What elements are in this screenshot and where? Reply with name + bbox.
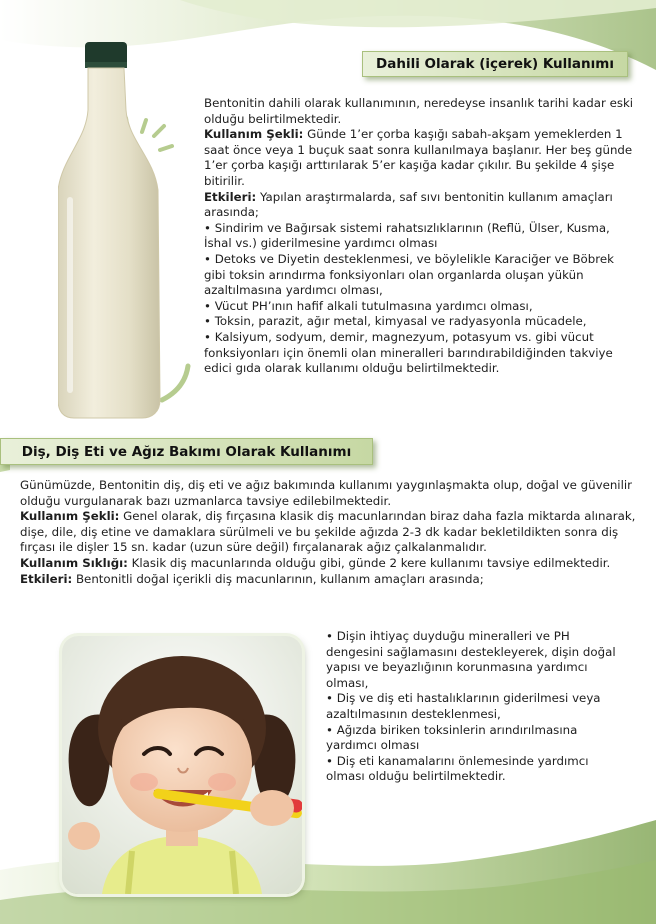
section2-usage-text: Genel olarak, diş fırçasına klasik diş macunlarından biraz daha fazla miktarda alınarak, dişe, dile, diş etine ve damaklara sürülmeli ve bu şekilde ağızda 2-3 dk kadar bekletildikten sonra diş fırçası ile dişler 15 sn. kadar (uzun süre değil) fırçalanarak ağız çalkalanmalıdır. bbox=[20, 509, 636, 555]
section2-frequency bbox=[20, 556, 638, 572]
section1-effects-text: Yapılan araştırmalarda, saf sıvı bentonitin kullanım amaçları arasında; bbox=[204, 189, 613, 220]
section2-effects-text: Bentonitli doğal içerikli diş macunlarının, kullanım amaçları arasında; bbox=[72, 571, 484, 586]
section2-bullets bbox=[326, 629, 622, 785]
list-item: • Diş eti kanamalarını önlemesinde yardımcı olması olduğu belirtilmektedir. bbox=[326, 753, 589, 784]
list-item: • Toksin, parazit, ağır metal, kimyasal ve radyasyonla mücadele, bbox=[204, 314, 587, 329]
section1-effects-label: Etkileri: bbox=[204, 189, 257, 204]
child-brushing-teeth-image bbox=[62, 636, 302, 894]
section2-effects bbox=[20, 572, 638, 588]
section2-intro: Günümüzde, Bentonitin diş, diş eti ve ağız bakımında kullanımı yaygınlaşmakta olup, doğal ve güvenilir olduğu vurgulanarak bazı uzmanlarca tavsiye edilebilmektedir. bbox=[20, 478, 632, 508]
section2-heading: Diş, Diş Eti ve Ağız Bakımı Olarak Kullanımı bbox=[0, 438, 373, 465]
section1-body bbox=[204, 96, 636, 377]
section1-heading: Dahili Olarak (içerek) Kullanımı bbox=[362, 51, 628, 77]
bentonite-bottle-image bbox=[58, 40, 198, 435]
list-item: • Sindirim ve Bağırsak sistemi rahatsızlıklarının (Reflü, Ülser, Kusma, İshal vs.) giderilmesine yardımcı olması bbox=[204, 220, 610, 251]
list-item: • Dişin ihtiyaç duyduğu mineralleri ve PH dengesini sağlamasını destekleyerek, dişin doğal yapısı ve beyazlığının korunmasına yardımcı olması, bbox=[326, 629, 616, 690]
list-item: • Kalsiyum, sodyum, demir, magnezyum, potasyum vs. gibi vücut fonksiyonları için önemli olan mineralleri barındırabildiğinden takviye edici gıda olarak kullanımı olduğu belirtilmektedir. bbox=[204, 329, 613, 376]
section2-frequency-label: Kullanım Sıklığı: bbox=[20, 555, 128, 570]
section2-usage-label: Kullanım Şekli: bbox=[20, 509, 120, 524]
section1-usage bbox=[204, 127, 636, 189]
list-item: • Ağızda biriken toksinlerin arındırılmasına yardımcı olması bbox=[326, 722, 578, 753]
section2-effects-label: Etkileri: bbox=[20, 571, 73, 586]
list-item: • Diş ve diş eti hastalıklarının giderilmesi veya azaltılmasının desteklenmesi, bbox=[326, 691, 601, 721]
section2-body bbox=[20, 478, 638, 587]
section1-usage-text: Günde 1’er çorba kaşığı sabah-akşam yemeklerden 1 saat önce veya 1 buçuk saat sonra kullanılmaya başlanır. Her beş günde 1’er çorba kaşığı arttırılarak 5’er kaşığa kadar çıkılır. Bu şekilde 4 şişe bitirilir. bbox=[204, 127, 633, 188]
section2-usage bbox=[20, 509, 638, 556]
section2-frequency-text: Klasik diş macunlarında olduğu gibi, günde 2 kere kullanımı tavsiye edilmektedir. bbox=[127, 555, 611, 570]
section1-effects bbox=[204, 190, 636, 221]
list-item: • Vücut PH’ının hafif alkali tutulmasına yardımcı olması, bbox=[204, 298, 533, 313]
section1-usage-label: Kullanım Şekli: bbox=[204, 127, 304, 142]
section1-intro: Bentonitin dahili olarak kullanımının, neredeyse insanlık tarihi kadar eski olduğu belirtilmektedir. bbox=[204, 96, 634, 126]
list-item: • Detoks ve Diyetin desteklenmesi, ve böylelikle Karaciğer ve Böbrek gibi toksin arındırma fonksiyonları olan organlarda oluşan yükün azaltılmasına yardımcı olması, bbox=[204, 251, 614, 298]
